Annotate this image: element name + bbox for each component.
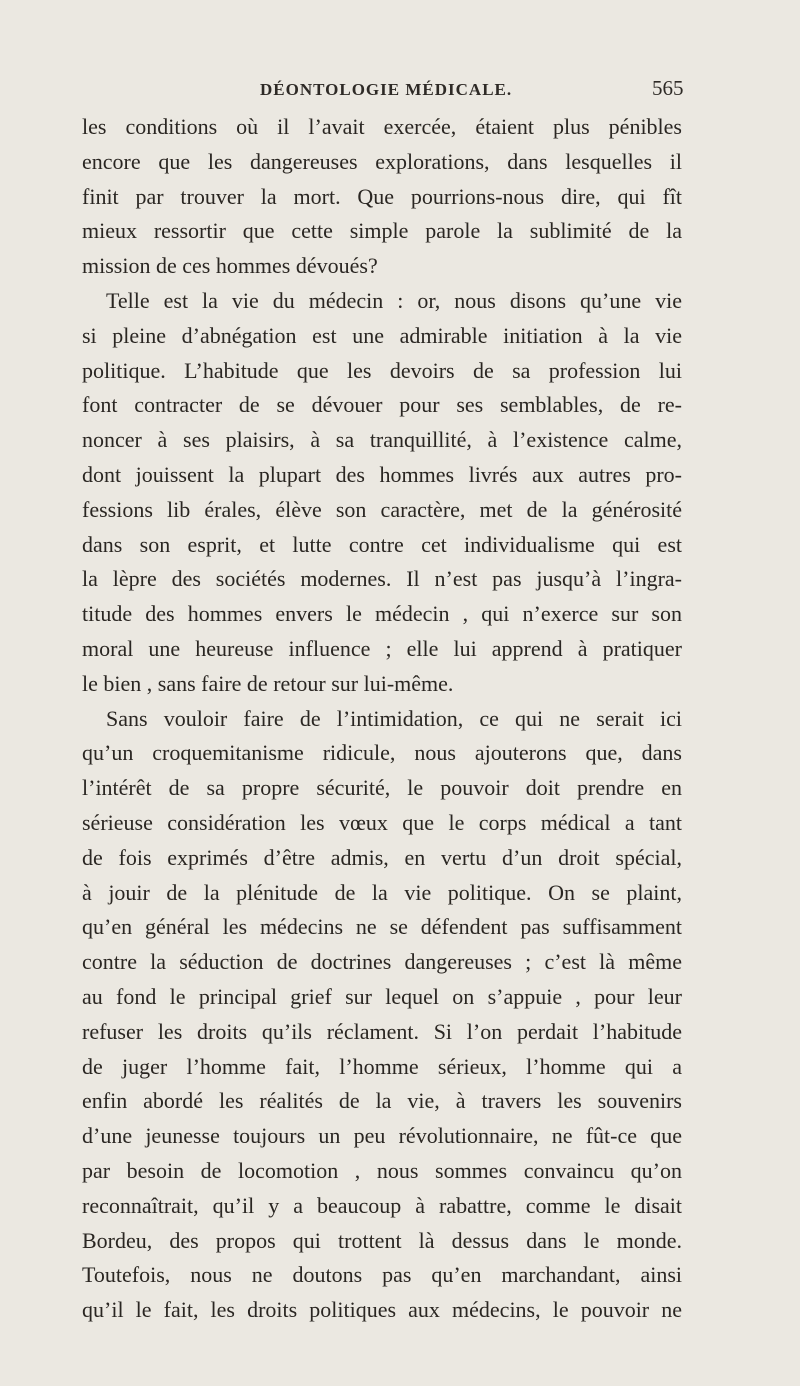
text-line: encore que les dangereuses explorations, dans lesquelles il — [82, 148, 682, 174]
text-line: dans son esprit, et lutte contre cet individualisme qui est — [82, 531, 682, 557]
body-text — [82, 110, 682, 1328]
text-line: le bien , sans faire de retour sur lui-même. — [82, 670, 454, 696]
text-line: dont jouissent la plupart des hommes livrés aux autres pro- — [82, 461, 682, 487]
text-line: de fois exprimés d’être admis, en vertu d’un droit spécial, — [82, 844, 682, 870]
page-number: 565 — [652, 76, 684, 100]
text-line: par besoin de locomotion , nous sommes convaincu qu’on — [82, 1157, 682, 1183]
text-line: d’une jeunesse toujours un peu révolutionnaire, ne fût-ce que — [82, 1123, 682, 1149]
text-line: titude des hommes envers le médecin , qui n’exerce sur son — [82, 601, 682, 627]
text-line: contre la séduction de doctrines dangereuses ; c’est là même — [82, 949, 682, 975]
text-line: politique. L’habitude que les devoirs de sa profession lui — [82, 357, 682, 383]
running-title: DÉONTOLOGIE MÉDICALE. — [260, 80, 513, 99]
text-line: si pleine d’abnégation est une admirable initiation à la vie — [82, 322, 682, 348]
text-line: sérieuse considération les vœux que le corps médical a tant — [82, 809, 682, 835]
text-line: enfin abordé les réalités de la vie, à travers les souvenirs — [82, 1088, 682, 1114]
text-line: à jouir de la plénitude de la vie politique. On se plaint, — [82, 879, 682, 905]
text-line: qu’un croquemitanisme ridicule, nous ajouterons que, dans — [82, 740, 682, 766]
text-line: au fond le principal grief sur lequel on s’appuie , pour leur — [82, 983, 682, 1009]
text-line: finit par trouver la mort. Que pourrions-nous dire, qui fît — [82, 183, 682, 209]
text-line: les conditions où il l’avait exercée, étaient plus pénibles — [82, 114, 682, 139]
text-line: fessions lib érales, élève son caractère, met de la générosité — [82, 496, 682, 522]
text-line: font contracter de se dévouer pour ses semblables, de re- — [82, 392, 682, 418]
text-line: Bordeu, des propos qui trottent là dessus dans le monde. — [82, 1227, 682, 1253]
text-line: Telle est la vie du médecin : or, nous disons qu’une vie — [106, 287, 682, 313]
text-line: moral une heureuse influence ; elle lui apprend à pratiquer — [82, 635, 682, 661]
text-line: mission de ces hommes dévoués? — [82, 253, 378, 279]
text-line: Sans vouloir faire de l’intimidation, ce qui ne serait ici — [106, 705, 682, 731]
text-line: la lèpre des sociétés modernes. Il n’est pas jusqu’à l’ingra- — [82, 566, 682, 592]
text-line: noncer à ses plaisirs, à sa tranquillité, à l’existence calme, — [82, 427, 682, 453]
text-line: l’intérêt de sa propre sécurité, le pouvoir doit prendre en — [82, 775, 682, 801]
text-line: mieux ressortir que cette simple parole la sublimité de la — [82, 218, 682, 244]
text-line: refuser les droits qu’ils réclament. Si l’on perdait l’habitude — [82, 1018, 682, 1044]
text-line: qu’il le fait, les droits politiques aux médecins, le pouvoir ne — [82, 1297, 682, 1323]
text-line: reconnaîtrait, qu’il y a beaucoup à rabattre, comme le disait — [82, 1192, 682, 1218]
text-line: Toutefois, nous ne doutons pas qu’en marchandant, ainsi — [82, 1262, 682, 1288]
text-line: qu’en général les médecins ne se défendent pas suffisamment — [82, 914, 682, 940]
text-line: de juger l’homme fait, l’homme sérieux, l’homme qui a — [82, 1053, 682, 1079]
page-header — [0, 76, 800, 110]
